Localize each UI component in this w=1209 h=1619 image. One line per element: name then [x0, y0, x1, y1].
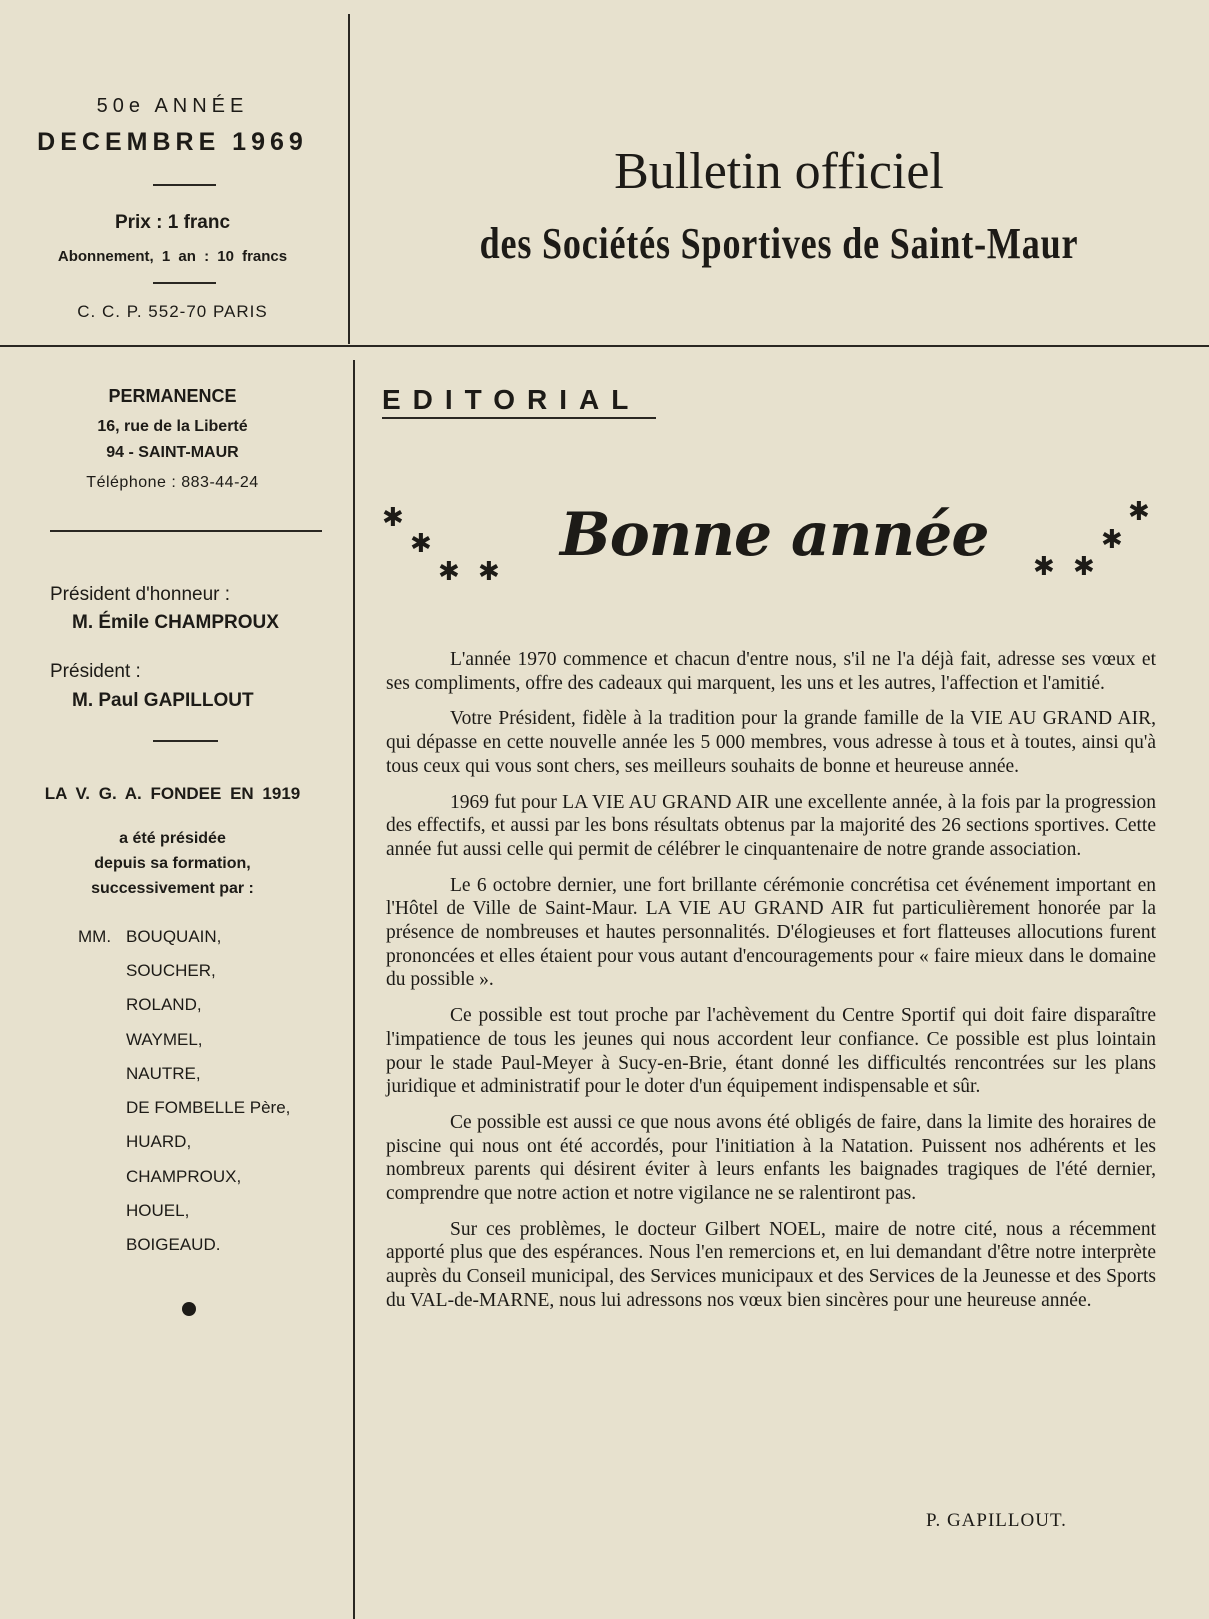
past-president: NAUTRE, [126, 1064, 201, 1083]
divider-rule [153, 740, 218, 742]
star-icon: ✱ [1073, 551, 1095, 581]
divider-rule [153, 184, 216, 186]
mm-label: MM. [78, 927, 112, 946]
honorary-president-name: M. Émile CHAMPROUX [72, 612, 279, 633]
article-paragraph: Sur ces problèmes, le docteur Gilbert NOEL, maire de notre cité, nous a récemment apporté plus que des espérances. Nous l'en remercions et, en lui demandant d'être notre interprète auprès du Conseil municipal, des Services municipaux et des Services de la Jeunesse et des Sports du VAL-de-MARNE, nous lui adressons nos vœux bien sincères pour une heureuse année. [386, 1218, 1156, 1311]
bullet-dot [182, 1302, 196, 1316]
divider-rule [50, 530, 322, 532]
star-icon: ✱ [1033, 551, 1055, 581]
page-subtitle: des Sociétés Sportives de Saint-Maur [479, 219, 1079, 268]
main-column-divider [353, 360, 355, 1619]
past-president: SOUCHER, [126, 961, 216, 980]
star-icon: ✱ [1128, 496, 1150, 526]
article-paragraph: 1969 fut pour LA VIE AU GRAND AIR une excellente année, à la fois par la progression des effectifs, et aussi par les bons résultats obtenus par la majorité des 26 sections sportives. Cette année fut aussi celle qui permit de célébrer le cinquantenaire de notre grande association. [386, 791, 1156, 860]
vga-text-line: depuis sa formation, [94, 855, 251, 872]
star-icon: ✱ [410, 528, 432, 558]
vga-text-line: a été présidée [119, 830, 226, 847]
article-paragraph: Votre Président, fidèle à la tradition pour la grande famille de la VIE AU GRAND AIR, qui dépasse en cette nouvelle année les 5 000 membres, vous adresse à tous et à toutes, ainsi qu'à tous ceux qui vous sont chers, ses meilleurs souhaits de bonne et heureuse année. [386, 708, 1156, 777]
vga-text-line: successivement par : [91, 880, 254, 897]
price: Prix : 1 franc [114, 212, 231, 233]
past-president: HUARD, [126, 1132, 192, 1151]
postal-account: C. C. P. 552-70 PARIS [77, 302, 268, 321]
past-president: HOUEL, [126, 1201, 190, 1220]
issue-month: DECEMBRE 1969 [37, 128, 308, 156]
star-icon: ✱ [382, 502, 404, 532]
issue-year: 50e ANNÉE [96, 95, 249, 117]
star-icon: ✱ [438, 556, 460, 586]
address-city: 94 - SAINT-MAUR [106, 444, 239, 461]
article-paragraph: L'année 1970 commence et chacun d'entre nous, s'il ne l'a déjà fait, adresse ses vœux et ses compliments, offre des cadeaux qui marquent, les uns et les autres, l'affection et l'amitié. [386, 649, 1156, 694]
star-icon: ✱ [478, 556, 500, 586]
page-title: Bulletin officiel [614, 143, 944, 200]
past-president: ROLAND, [126, 995, 202, 1014]
article-paragraph: Le 6 octobre dernier, une fort brillante cérémonie concrétisa cet événement important en l'Hôtel de Ville de Saint-Maur. LA VIE AU GRAND AIR fut particulièrement honorée par la présence de nombreuses et hautes personnalités. D'élogieuses et fort flatteuses allocutions furent prononcées et elles étaient pour vous autant d'encouragements pour « faire mieux dans le domaine du possible ». [386, 874, 1156, 991]
masthead-bottom-rule [0, 345, 1209, 347]
phone-number: Téléphone : 883-44-24 [86, 474, 259, 491]
address-line: 16, rue de la Liberté [97, 418, 248, 435]
past-president: BOUQUAIN, [126, 927, 222, 946]
divider-rule [153, 282, 216, 284]
article-paragraph: Ce possible est tout proche par l'achèvement du Centre Sportif qui doit faire disparaître l'impatience de tous les jeunes qui nous accordent leur confiance. Ce possible est plus lointain pour le stade Paul-Meyer à Sucy-en-Brie, étant donné les difficultés rencontrées sur les plans juridique et administratif pour le doter d'un équipement indispensable et sûr. [386, 1005, 1156, 1098]
section-heading: EDITORIAL [382, 384, 641, 415]
president-name: M. Paul GAPILLOUT [72, 690, 254, 711]
honorary-president-label: Président d'honneur : [50, 584, 231, 605]
signature: P. GAPILLOUT. [926, 1510, 1067, 1531]
editorial-article [386, 648, 1156, 1325]
vga-founded: LA V. G. A. FONDEE EN 1919 [44, 784, 301, 803]
past-president: DE FOMBELLE Père, [126, 1098, 291, 1117]
president-label: Président : [50, 661, 141, 682]
star-icon: ✱ [1101, 524, 1123, 554]
past-president: WAYMEL, [126, 1030, 203, 1049]
past-president: CHAMPROUX, [126, 1167, 242, 1186]
heading-underline [382, 417, 656, 419]
past-president: BOIGEAUD. [126, 1235, 221, 1254]
article-paragraph: Ce possible est aussi ce que nous avons été obligés de faire, dans la limite des horaires de piscine qui nous ont été accordés, pour l'initiation à la Natation. Puissent nos adhérents et les nombreux parents qui désirent éviter à leurs enfants les baignades tragiques de l'été dernier, comprendre que notre action et notre vigilance ne se ralentiront pas. [386, 1111, 1156, 1205]
permanence-title: PERMANENCE [108, 386, 237, 406]
greeting-headline: Bonne année [560, 500, 989, 570]
subscription: Abonnement, 1 an : 10 francs [57, 248, 288, 265]
